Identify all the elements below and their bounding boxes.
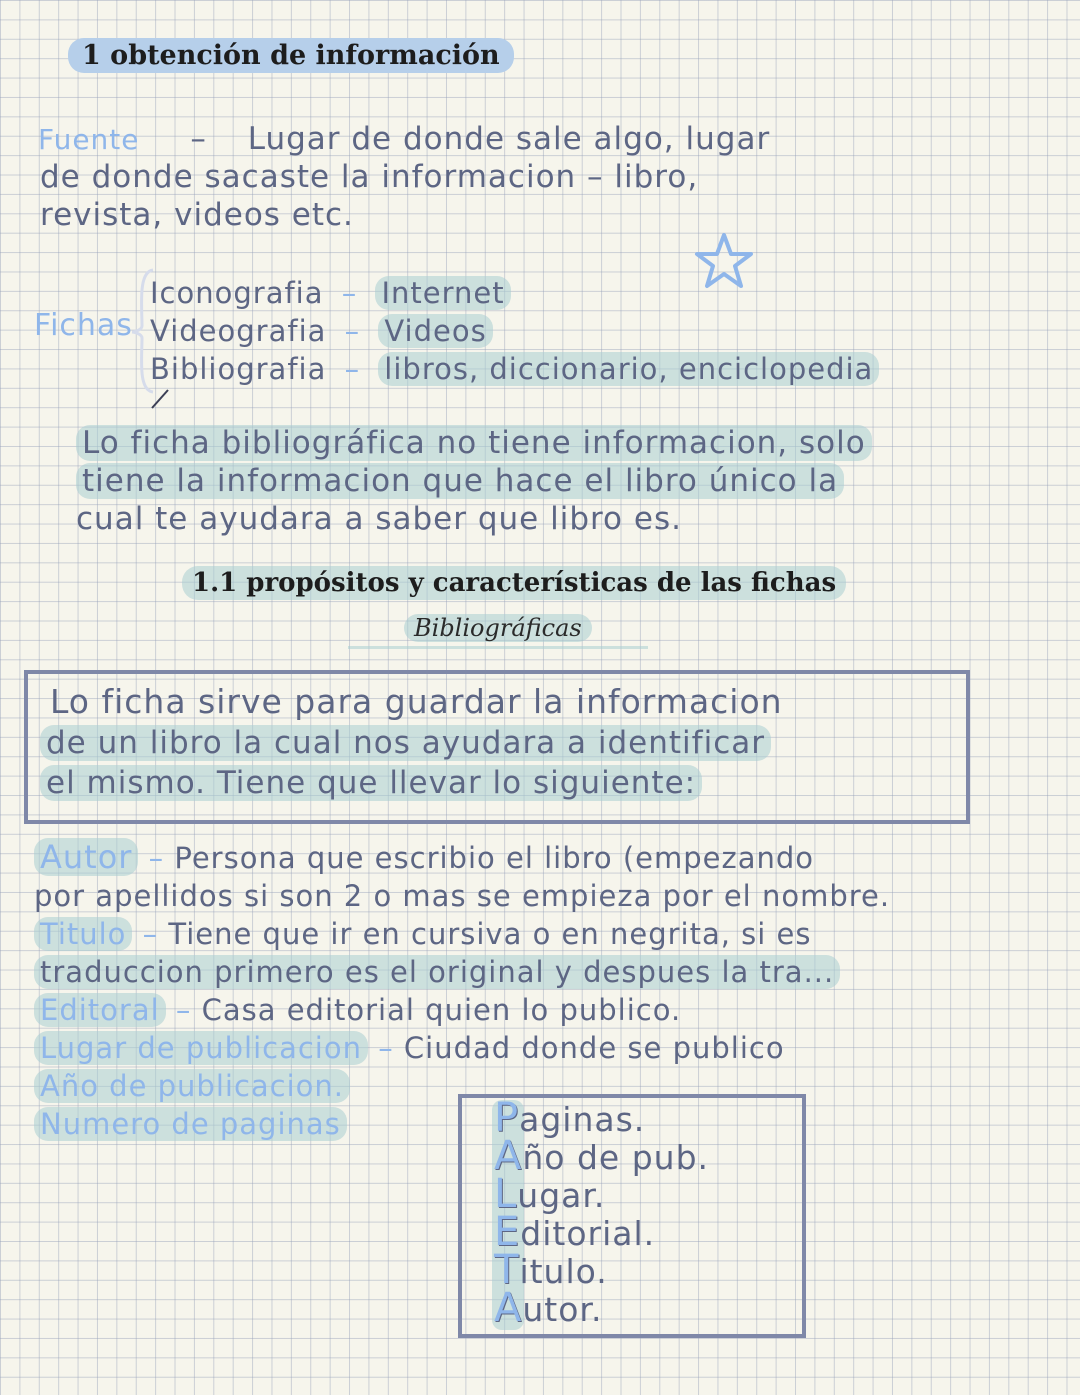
fichas-row-name: Bibliografia (150, 352, 327, 386)
list-item (34, 838, 890, 877)
section-subtitle-2 (404, 614, 592, 642)
fichas-row-value: Internet (375, 276, 510, 310)
item-dash: – (142, 917, 159, 951)
acrostic-row (494, 1285, 709, 1331)
fichas-row-dash: – (341, 276, 358, 310)
acrostic-row (494, 1209, 709, 1255)
acrostic-rest: itulo. (519, 1252, 608, 1291)
acrostic-row (494, 1133, 710, 1179)
acrostic-rest: ditorial. (520, 1214, 656, 1253)
note-line-2 (76, 462, 844, 500)
fichas-list (150, 274, 879, 388)
acrostic-rest: aginas. (519, 1100, 646, 1139)
fuente-definition-1: Lugar de donde sale algo, lugar (247, 121, 771, 157)
box-line-1 (50, 682, 783, 721)
subtitle-underline (348, 646, 648, 649)
acrostic-rest: ugar. (517, 1176, 606, 1215)
fuente-dash: – (190, 121, 207, 157)
item-text: Tiene que ir en cursiva o en negrita, si es (168, 917, 812, 951)
item-dash: – (175, 993, 192, 1027)
acrostic-list (494, 1095, 710, 1331)
fichas-row (150, 350, 879, 388)
acrostic-letter: A (494, 1133, 523, 1179)
box-line-3 (40, 764, 702, 803)
item-text: por apellidos si son 2 o mas se empieza por el nombre. (34, 879, 891, 913)
list-item (34, 915, 890, 953)
tick-mark (148, 388, 172, 410)
acrostic-letter: P (494, 1095, 520, 1141)
subtitle-bibliograficas: Bibliográficas (404, 614, 592, 642)
item-term: Editoral (34, 993, 166, 1027)
note-text-1: Lo ficha bibliográfica no tiene informacion, solo (76, 425, 872, 461)
fichas-row-value: libros, diccionario, enciclopedia (378, 352, 879, 386)
box-line-2 (40, 724, 771, 763)
item-term: Año de publicacion. (34, 1069, 350, 1103)
acrostic-row (494, 1095, 709, 1141)
acrostic-letter: T (494, 1247, 520, 1293)
box-text-2: de un libro la cual nos ayudara a identificar (40, 725, 771, 761)
box-text-3: el mismo. Tiene que llevar lo siguiente: (40, 765, 702, 801)
item-term: Titulo (34, 917, 132, 951)
fichas-row-dash: – (344, 314, 361, 348)
item-dash: – (378, 1031, 394, 1065)
acrostic-letter: A (494, 1285, 523, 1331)
item-term: Autor (34, 838, 138, 876)
fuente-term: Fuente (38, 123, 140, 156)
fuente-definition-3: revista, videos etc. (40, 197, 354, 233)
list-item (34, 1029, 890, 1067)
item-text: Casa editorial quien lo publico. (201, 993, 682, 1027)
note-text-2: tiene la informacion que hace el libro único la (76, 463, 844, 499)
acrostic-rest: utor. (522, 1290, 603, 1329)
item-term: Lugar de publicacion (34, 1031, 368, 1065)
item-text: Ciudad donde se publico (403, 1031, 785, 1065)
fichas-row (150, 312, 879, 350)
note-text-3: cual te ayudara a saber que libro es. (76, 501, 682, 537)
fichas-row-dash: – (344, 352, 361, 386)
list-item (34, 953, 890, 991)
section-subtitle (182, 568, 846, 598)
acrostic-row (494, 1247, 709, 1293)
fichas-row-name: Videografia (150, 314, 327, 348)
note-line-1 (76, 424, 872, 462)
fuente-line-1 (38, 120, 770, 159)
list-item (34, 877, 890, 915)
section-subtitle-text: 1.1 propósitos y características de las fichas (182, 566, 846, 600)
item-dash: – (148, 841, 165, 875)
acrostic-rest: ño de pub. (522, 1138, 710, 1177)
acrostic-letter: L (494, 1171, 518, 1217)
item-term: Numero de paginas (34, 1107, 347, 1141)
section-title-text: 1 obtención de información (68, 38, 514, 73)
fichas-label: Fichas (34, 308, 133, 343)
acrostic-letter: E (494, 1209, 521, 1255)
fuente-definition-2: de donde sacaste la informacion – libro, (40, 159, 699, 195)
item-text: Persona que escribio el libro (empezando (174, 841, 815, 875)
fichas-row (150, 274, 879, 312)
list-item (34, 991, 890, 1029)
item-text: traduccion primero es el original y despues la tra... (34, 955, 840, 989)
fichas-row-value: Videos (378, 314, 492, 348)
box-text-1: Lo ficha sirve para guardar la informacion (50, 682, 783, 721)
section-title (68, 40, 514, 71)
acrostic-row (494, 1171, 709, 1217)
fichas-row-name: Iconografia (150, 276, 324, 310)
